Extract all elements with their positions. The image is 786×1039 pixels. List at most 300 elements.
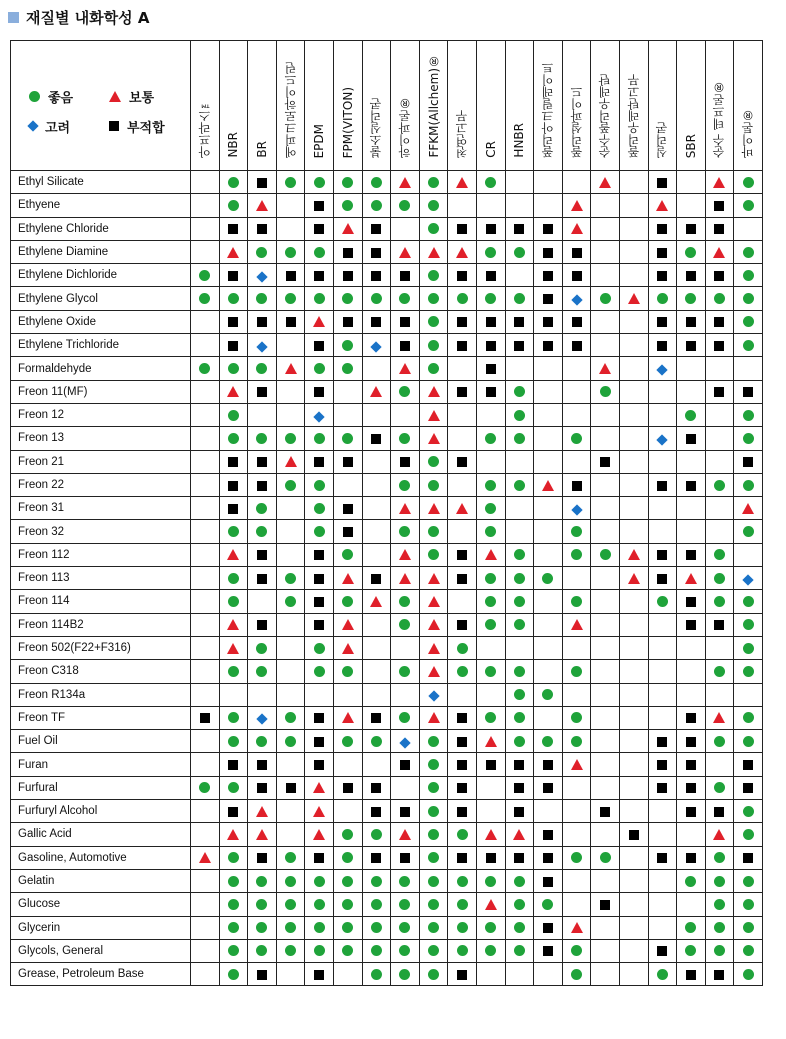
green-circle-icon <box>285 945 296 956</box>
green-circle-icon <box>228 969 239 980</box>
green-circle-icon <box>199 782 210 793</box>
rating-cell <box>219 963 248 986</box>
green-circle-icon <box>428 549 439 560</box>
red-triangle-icon <box>599 177 611 188</box>
rating-cell <box>476 403 505 426</box>
rating-cell <box>419 613 448 636</box>
rating-cell <box>191 194 220 217</box>
green-circle-icon <box>371 293 382 304</box>
column-header <box>219 41 248 171</box>
black-square-icon <box>371 271 381 281</box>
rating-cell <box>305 800 334 823</box>
rating-cell <box>305 660 334 683</box>
rating-cell <box>419 823 448 846</box>
rating-cell <box>219 846 248 869</box>
blue-diamond-icon <box>571 294 582 305</box>
black-square-icon <box>743 783 753 793</box>
green-circle-icon <box>228 410 239 421</box>
column-header-label: 순수폴리우레탄 <box>598 74 613 158</box>
green-circle-icon <box>685 410 696 421</box>
rating-cell <box>534 287 563 310</box>
rating-cell <box>448 753 477 776</box>
rating-cell <box>448 706 477 729</box>
rating-cell <box>734 357 763 380</box>
rating-cell <box>591 217 620 240</box>
chemical-name: Ethyene <box>11 194 191 217</box>
rating-cell <box>448 730 477 753</box>
rating-cell <box>419 310 448 333</box>
rating-cell <box>419 730 448 753</box>
rating-cell <box>677 590 706 613</box>
black-square-icon <box>371 248 381 258</box>
rating-cell <box>391 357 420 380</box>
green-circle-icon <box>428 782 439 793</box>
rating-cell <box>705 753 734 776</box>
red-triangle-icon <box>428 386 440 397</box>
rating-cell <box>219 334 248 357</box>
black-square-icon <box>543 224 553 234</box>
red-triangle-icon <box>399 363 411 374</box>
rating-cell <box>562 916 591 939</box>
page-title-block <box>8 6 149 28</box>
rating-cell <box>333 520 362 543</box>
rating-cell <box>276 240 305 263</box>
black-square-icon <box>714 387 724 397</box>
column-header <box>305 41 334 171</box>
rating-cell <box>276 823 305 846</box>
column-header-label: 하이파론® <box>397 96 412 158</box>
rating-cell <box>391 869 420 892</box>
black-square-icon <box>343 504 353 514</box>
table-row <box>11 706 763 729</box>
rating-cell <box>333 240 362 263</box>
green-circle-icon <box>743 899 754 910</box>
chemical-name: Freon 502(F22+F316) <box>11 636 191 659</box>
green-circle-icon <box>428 969 439 980</box>
rating-cell <box>534 660 563 683</box>
green-circle-icon <box>342 852 353 863</box>
rating-cell <box>534 264 563 287</box>
green-circle-icon <box>371 922 382 933</box>
green-circle-icon <box>485 503 496 514</box>
table-row <box>11 520 763 543</box>
rating-cell <box>534 543 563 566</box>
green-circle-icon <box>743 293 754 304</box>
green-circle-icon <box>342 549 353 560</box>
rating-cell <box>619 264 648 287</box>
rating-cell <box>562 776 591 799</box>
green-circle-icon <box>285 177 296 188</box>
rating-cell <box>305 380 334 403</box>
black-square-icon <box>572 271 582 281</box>
blue-diamond-icon <box>27 120 38 131</box>
black-square-icon <box>686 713 696 723</box>
red-triangle-icon <box>713 829 725 840</box>
green-circle-icon <box>285 712 296 723</box>
black-square-icon <box>314 224 324 234</box>
rating-cell <box>476 916 505 939</box>
rating-cell <box>619 636 648 659</box>
rating-cell <box>591 380 620 403</box>
green-circle-icon <box>485 526 496 537</box>
black-square-icon <box>371 713 381 723</box>
rating-cell <box>505 217 534 240</box>
rating-cell <box>591 590 620 613</box>
green-circle-icon <box>743 969 754 980</box>
rating-cell <box>734 334 763 357</box>
black-square-icon <box>486 341 496 351</box>
rating-cell <box>191 636 220 659</box>
green-circle-icon <box>285 852 296 863</box>
table-row <box>11 287 763 310</box>
green-circle-icon <box>514 922 525 933</box>
red-triangle-icon <box>485 736 497 747</box>
rating-cell <box>333 916 362 939</box>
rating-cell <box>476 753 505 776</box>
rating-cell <box>362 473 391 496</box>
green-circle-icon <box>600 549 611 560</box>
rating-cell <box>219 916 248 939</box>
rating-cell <box>391 660 420 683</box>
rating-cell <box>276 916 305 939</box>
rating-cell <box>276 334 305 357</box>
rating-cell <box>534 310 563 333</box>
rating-cell <box>448 334 477 357</box>
black-square-icon <box>314 387 324 397</box>
rating-cell <box>677 497 706 520</box>
red-triangle-icon <box>656 200 668 211</box>
green-circle-icon <box>714 736 725 747</box>
black-square-icon <box>314 341 324 351</box>
red-triangle-icon <box>685 573 697 584</box>
chemical-name: Freon 32 <box>11 520 191 543</box>
rating-cell <box>677 427 706 450</box>
blue-diamond-icon <box>256 714 267 725</box>
rating-cell <box>219 357 248 380</box>
rating-cell <box>333 497 362 520</box>
rating-cell <box>705 823 734 846</box>
rating-cell <box>591 660 620 683</box>
chemical-name: Freon 11(MF) <box>11 380 191 403</box>
black-square-icon <box>257 620 267 630</box>
green-circle-icon <box>371 969 382 980</box>
rating-cell <box>333 543 362 566</box>
rating-cell <box>419 636 448 659</box>
rating-cell <box>677 334 706 357</box>
green-circle-icon <box>399 666 410 677</box>
table-row <box>11 264 763 287</box>
rating-cell <box>734 636 763 659</box>
rating-cell <box>448 473 477 496</box>
black-square-icon <box>457 550 467 560</box>
column-header <box>534 41 563 171</box>
rating-cell <box>734 776 763 799</box>
rating-cell <box>191 171 220 194</box>
column-header <box>648 41 677 171</box>
green-circle-icon <box>428 759 439 770</box>
rating-cell <box>362 753 391 776</box>
green-circle-icon <box>371 200 382 211</box>
rating-cell <box>248 916 277 939</box>
black-square-icon <box>657 271 667 281</box>
rating-cell <box>476 613 505 636</box>
rating-cell <box>734 683 763 706</box>
chemical-name: Ethylene Diamine <box>11 240 191 263</box>
table-row <box>11 846 763 869</box>
green-circle-icon <box>514 666 525 677</box>
green-circle-icon <box>314 526 325 537</box>
green-circle-icon <box>285 433 296 444</box>
green-circle-icon <box>485 596 496 607</box>
rating-cell <box>419 800 448 823</box>
rating-cell <box>562 660 591 683</box>
rating-cell <box>248 893 277 916</box>
green-circle-icon <box>199 293 210 304</box>
green-circle-icon <box>714 480 725 491</box>
rating-cell <box>191 823 220 846</box>
black-square-icon <box>543 248 553 258</box>
chemical-name: Freon TF <box>11 706 191 729</box>
rating-cell <box>191 403 220 426</box>
rating-cell <box>476 706 505 729</box>
rating-cell <box>648 800 677 823</box>
rating-cell <box>448 636 477 659</box>
rating-cell <box>705 730 734 753</box>
rating-cell <box>534 240 563 263</box>
chemical-name: Freon 113 <box>11 567 191 590</box>
rating-cell <box>191 869 220 892</box>
rating-cell <box>276 846 305 869</box>
rating-cell <box>562 287 591 310</box>
rating-cell <box>677 730 706 753</box>
rating-cell <box>505 403 534 426</box>
rating-cell <box>562 846 591 869</box>
green-circle-icon <box>685 247 696 258</box>
rating-cell <box>591 264 620 287</box>
rating-cell <box>248 753 277 776</box>
green-circle-icon <box>514 945 525 956</box>
rating-cell <box>705 939 734 962</box>
blue-diamond-icon <box>399 737 410 748</box>
rating-cell <box>248 963 277 986</box>
black-square-icon <box>343 457 353 467</box>
black-square-icon <box>457 713 467 723</box>
rating-cell <box>505 963 534 986</box>
black-square-icon <box>228 481 238 491</box>
rating-cell <box>305 264 334 287</box>
red-triangle-icon <box>370 596 382 607</box>
green-circle-icon <box>285 247 296 258</box>
rating-cell <box>419 706 448 729</box>
rating-cell <box>191 660 220 683</box>
column-header <box>734 41 763 171</box>
green-circle-icon <box>399 619 410 630</box>
rating-cell <box>219 403 248 426</box>
red-triangle-icon <box>428 643 440 654</box>
legend-item-fair: 보통 <box>109 87 189 106</box>
green-circle-icon <box>256 433 267 444</box>
rating-cell <box>591 776 620 799</box>
rating-cell <box>448 264 477 287</box>
rating-cell <box>619 730 648 753</box>
rating-cell <box>505 171 534 194</box>
green-circle-icon <box>514 549 525 560</box>
rating-cell <box>534 567 563 590</box>
rating-cell <box>677 473 706 496</box>
rating-cell <box>305 683 334 706</box>
rating-cell <box>562 520 591 543</box>
rating-cell <box>734 403 763 426</box>
blue-diamond-icon <box>256 341 267 352</box>
rating-cell <box>276 893 305 916</box>
red-triangle-icon <box>428 619 440 630</box>
rating-cell <box>591 730 620 753</box>
rating-cell <box>677 264 706 287</box>
rating-cell <box>333 450 362 473</box>
rating-cell <box>391 520 420 543</box>
rating-cell <box>305 287 334 310</box>
green-circle-icon <box>371 736 382 747</box>
rating-cell <box>619 473 648 496</box>
rating-cell <box>276 380 305 403</box>
rating-cell <box>734 730 763 753</box>
table-row <box>11 427 763 450</box>
green-circle-icon <box>571 712 582 723</box>
rating-cell <box>619 613 648 636</box>
red-triangle-icon <box>313 782 325 793</box>
rating-cell <box>734 893 763 916</box>
green-circle-icon <box>285 899 296 910</box>
green-circle-icon <box>685 876 696 887</box>
rating-cell <box>505 194 534 217</box>
red-triangle-icon <box>342 643 354 654</box>
green-circle-icon <box>428 876 439 887</box>
rating-cell <box>362 194 391 217</box>
rating-cell <box>391 171 420 194</box>
green-circle-icon <box>485 573 496 584</box>
table-row <box>11 194 763 217</box>
black-square-icon <box>343 783 353 793</box>
green-circle-icon <box>600 293 611 304</box>
red-triangle-icon <box>370 386 382 397</box>
rating-cell <box>362 893 391 916</box>
rating-cell <box>333 660 362 683</box>
rating-cell <box>391 636 420 659</box>
rating-cell <box>648 403 677 426</box>
rating-cell <box>505 567 534 590</box>
table-row <box>11 357 763 380</box>
rating-cell <box>276 753 305 776</box>
rating-cell <box>248 613 277 636</box>
red-triangle-icon <box>428 247 440 258</box>
rating-cell <box>648 660 677 683</box>
rating-cell <box>677 380 706 403</box>
black-square-icon <box>457 807 467 817</box>
rating-cell <box>333 310 362 333</box>
black-square-icon <box>314 550 324 560</box>
rating-cell <box>734 753 763 776</box>
rating-cell <box>391 240 420 263</box>
rating-cell <box>305 916 334 939</box>
green-circle-icon <box>371 945 382 956</box>
rating-cell <box>333 380 362 403</box>
green-circle-icon <box>485 945 496 956</box>
column-header-label: FPM(VITON) <box>340 86 355 158</box>
rating-cell <box>333 869 362 892</box>
rating-cell <box>591 171 620 194</box>
black-square-icon <box>286 317 296 327</box>
red-triangle-icon <box>456 247 468 258</box>
black-square-icon <box>314 597 324 607</box>
black-square-icon <box>371 224 381 234</box>
chemical-name: Freon 114 <box>11 590 191 613</box>
rating-cell <box>362 869 391 892</box>
rating-cell <box>448 846 477 869</box>
rating-cell <box>419 217 448 240</box>
rating-cell <box>705 963 734 986</box>
legend <box>29 81 189 141</box>
rating-cell <box>419 287 448 310</box>
black-square-icon <box>543 830 553 840</box>
green-circle-icon <box>285 480 296 491</box>
green-circle-icon <box>371 899 382 910</box>
black-square-icon <box>343 527 353 537</box>
rating-cell <box>562 613 591 636</box>
rating-cell <box>191 240 220 263</box>
red-triangle-icon <box>599 363 611 374</box>
black-square-icon <box>457 574 467 584</box>
green-circle-icon <box>256 293 267 304</box>
black-square-icon <box>371 434 381 444</box>
green-circle-icon <box>743 270 754 281</box>
rating-cell <box>534 823 563 846</box>
rating-cell <box>362 264 391 287</box>
rating-cell <box>248 567 277 590</box>
rating-cell <box>276 660 305 683</box>
black-square-icon <box>400 853 410 863</box>
rating-cell <box>448 683 477 706</box>
green-circle-icon <box>743 340 754 351</box>
green-circle-icon <box>342 945 353 956</box>
rating-cell <box>619 194 648 217</box>
rating-cell <box>362 916 391 939</box>
rating-cell <box>677 450 706 473</box>
table-row <box>11 636 763 659</box>
rating-cell <box>448 427 477 450</box>
rating-cell <box>276 264 305 287</box>
black-square-icon <box>457 457 467 467</box>
table-row <box>11 380 763 403</box>
rating-cell <box>276 287 305 310</box>
rating-cell <box>276 683 305 706</box>
rating-cell <box>591 520 620 543</box>
green-circle-icon <box>314 503 325 514</box>
column-header <box>591 41 620 171</box>
table-row <box>11 753 763 776</box>
rating-cell <box>677 846 706 869</box>
green-circle-icon <box>228 712 239 723</box>
rating-cell <box>619 869 648 892</box>
rating-cell <box>191 334 220 357</box>
rating-cell <box>305 823 334 846</box>
rating-cell <box>448 240 477 263</box>
rating-cell <box>734 171 763 194</box>
rating-cell <box>619 497 648 520</box>
rating-cell <box>305 357 334 380</box>
rating-cell <box>505 869 534 892</box>
column-header <box>705 41 734 171</box>
red-triangle-icon <box>713 247 725 258</box>
